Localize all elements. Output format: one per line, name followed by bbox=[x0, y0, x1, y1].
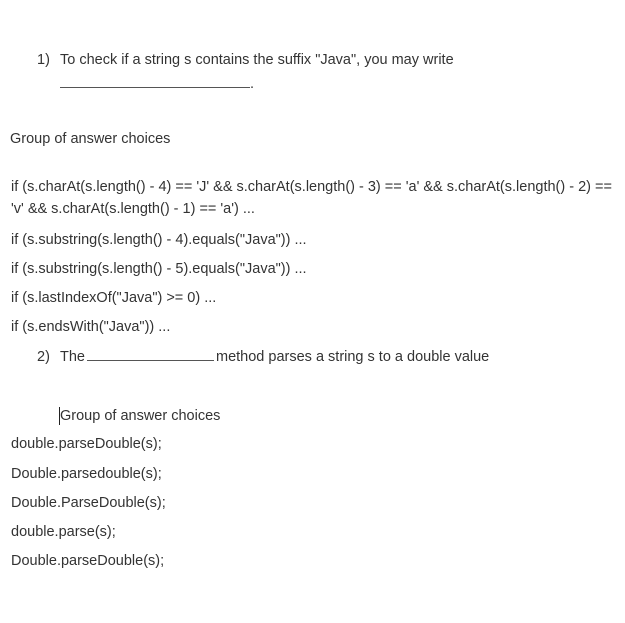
question-1-choice-5[interactable]: if (s.endsWith("Java")) ... bbox=[11, 319, 171, 335]
question-2-group-label: Group of answer choices bbox=[60, 408, 221, 424]
question-2-choice-1[interactable]: double.parseDouble(s); bbox=[11, 436, 162, 452]
question-1-choice-2[interactable]: if (s.substring(s.length() - 4).equals("Java")) ... bbox=[11, 232, 307, 248]
question-1-choice-1[interactable]: if (s.charAt(s.length() - 4) == 'J' && s.charAt(s.length() - 3) == 'a' && s.charAt(s.length() - 2) == 'v' && s.charAt(s.length() - 1) == 'a') ... bbox=[11, 179, 612, 217]
question-2-text-before: The bbox=[60, 349, 85, 365]
question-2-number: 2) bbox=[37, 349, 50, 365]
question-2-choice-2[interactable]: Double.parsedouble(s); bbox=[11, 466, 162, 482]
question-1-number: 1) bbox=[37, 52, 50, 68]
question-2-choice-4[interactable]: double.parse(s); bbox=[11, 524, 116, 540]
question-2-choice-5[interactable]: Double.parseDouble(s); bbox=[11, 553, 165, 569]
question-2-text-after: method parses a string s to a double value bbox=[216, 349, 490, 365]
question-2-blank bbox=[87, 359, 214, 361]
question-1-text: To check if a string s contains the suffix "Java", you may write bbox=[60, 52, 454, 68]
question-1-choice-4[interactable]: if (s.lastIndexOf("Java") >= 0) ... bbox=[11, 290, 217, 306]
question-1-blank-suffix: . bbox=[250, 76, 255, 92]
question-1-blank bbox=[60, 76, 254, 92]
question-2-choice-3[interactable]: Double.ParseDouble(s); bbox=[11, 495, 166, 511]
question-1-group-label: Group of answer choices bbox=[10, 131, 171, 147]
question-2-text bbox=[60, 349, 489, 365]
question-1-choice-3[interactable]: if (s.substring(s.length() - 5).equals("Java")) ... bbox=[11, 261, 307, 277]
